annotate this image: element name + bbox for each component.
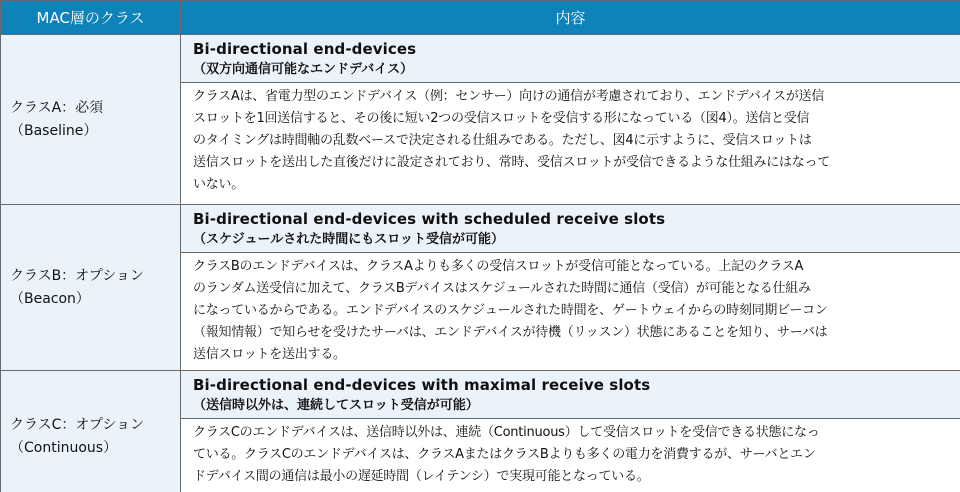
- class-a-title-en: Bi-directional end-devices: [193, 40, 417, 58]
- class-b-title-en: Bi-directional end-devices with scheduled receive slots: [193, 210, 666, 228]
- description-line: いない。: [193, 177, 245, 192]
- description-line: ドデバイス間の通信は最小の遅延時間（レイテンシ）で実現可能となっている。: [193, 469, 650, 484]
- class-b-cell: [1, 205, 181, 371]
- class-c-sub: （Continuous）: [10, 439, 118, 456]
- class-c-cell: [1, 371, 181, 492]
- description-line: 送信スロットを送出した直後だけに設定されており、常時、受信スロットが受信できるような仕組みにはなって: [193, 155, 830, 170]
- class-c-title-cell: [181, 371, 960, 419]
- class-a-sub: （Baseline）: [10, 122, 98, 139]
- description-line: ている。クラスCのエンドデバイスは、クラスAまたはクラスBよりも多くの電力を消費するが、サーバとエン: [193, 447, 816, 462]
- class-b-title-cell: [181, 205, 960, 253]
- class-c-name: クラスC：オプション: [10, 416, 145, 433]
- class-a-description: [181, 83, 960, 205]
- table-row: [1, 205, 960, 253]
- class-b-sub: （Beacon）: [10, 290, 90, 307]
- description-line: のタイミングは時間軸の乱数ベースで決定される仕組みである。ただし、図4に示すように、受信スロットは: [193, 133, 812, 148]
- class-c-description: [181, 419, 960, 492]
- table-header-row: [1, 1, 960, 35]
- table-row: [1, 371, 960, 419]
- class-c-title-jp: （送信時以外は、連続してスロット受信が可能）: [193, 398, 479, 413]
- class-a-title-cell: [181, 35, 960, 83]
- description-line: になっているからである。エンドデバイスのスケジュールされた時間を、ゲートウェイからの時刻同期ビーコン: [193, 303, 828, 318]
- header-content: 内容: [181, 1, 960, 35]
- table-row: [1, 35, 960, 83]
- header-mac-class: MAC層のクラス: [1, 1, 181, 35]
- description-line: （報知情報）で知らせを受けたサーバは、エンドデバイスが待機（リッスン）状態にあることを知り、サーバは: [193, 325, 828, 340]
- class-b-title-jp: （スケジュールされた時間にもスロット受信が可能）: [193, 232, 504, 247]
- description-line: クラスAは、省電力型のエンドデバイス（例：センサー）向けの通信が考慮されており、エンドデバイスが送信: [193, 89, 825, 104]
- class-a-name: クラスA：必須: [10, 99, 104, 116]
- class-b-name: クラスB：オプション: [10, 267, 144, 284]
- class-a-cell: [1, 35, 181, 205]
- class-c-title-en: Bi-directional end-devices with maximal receive slots: [193, 376, 651, 394]
- description-line: クラスBのエンドデバイスは、クラスAよりも多くの受信スロットが受信可能となっている。上記のクラスA: [193, 259, 804, 274]
- description-line: クラスCのエンドデバイスは、送信時以外は、連続（Continuous）して受信スロットを受信できる状態になっ: [193, 425, 820, 440]
- description-line: のランダム送受信に加えて、クラスBデバイスはスケジュールされた時間に通信（受信）が可能となる仕組み: [193, 281, 811, 296]
- class-b-description: [181, 253, 960, 371]
- class-a-title-jp: （双方向通信可能なエンドデバイス）: [193, 62, 414, 77]
- description-line: 送信スロットを送出する。: [193, 347, 346, 362]
- description-line: スロットを1回送信すると、その後に短い2つの受信スロットを受信する形になっている（図4）。送信と受信: [193, 111, 810, 126]
